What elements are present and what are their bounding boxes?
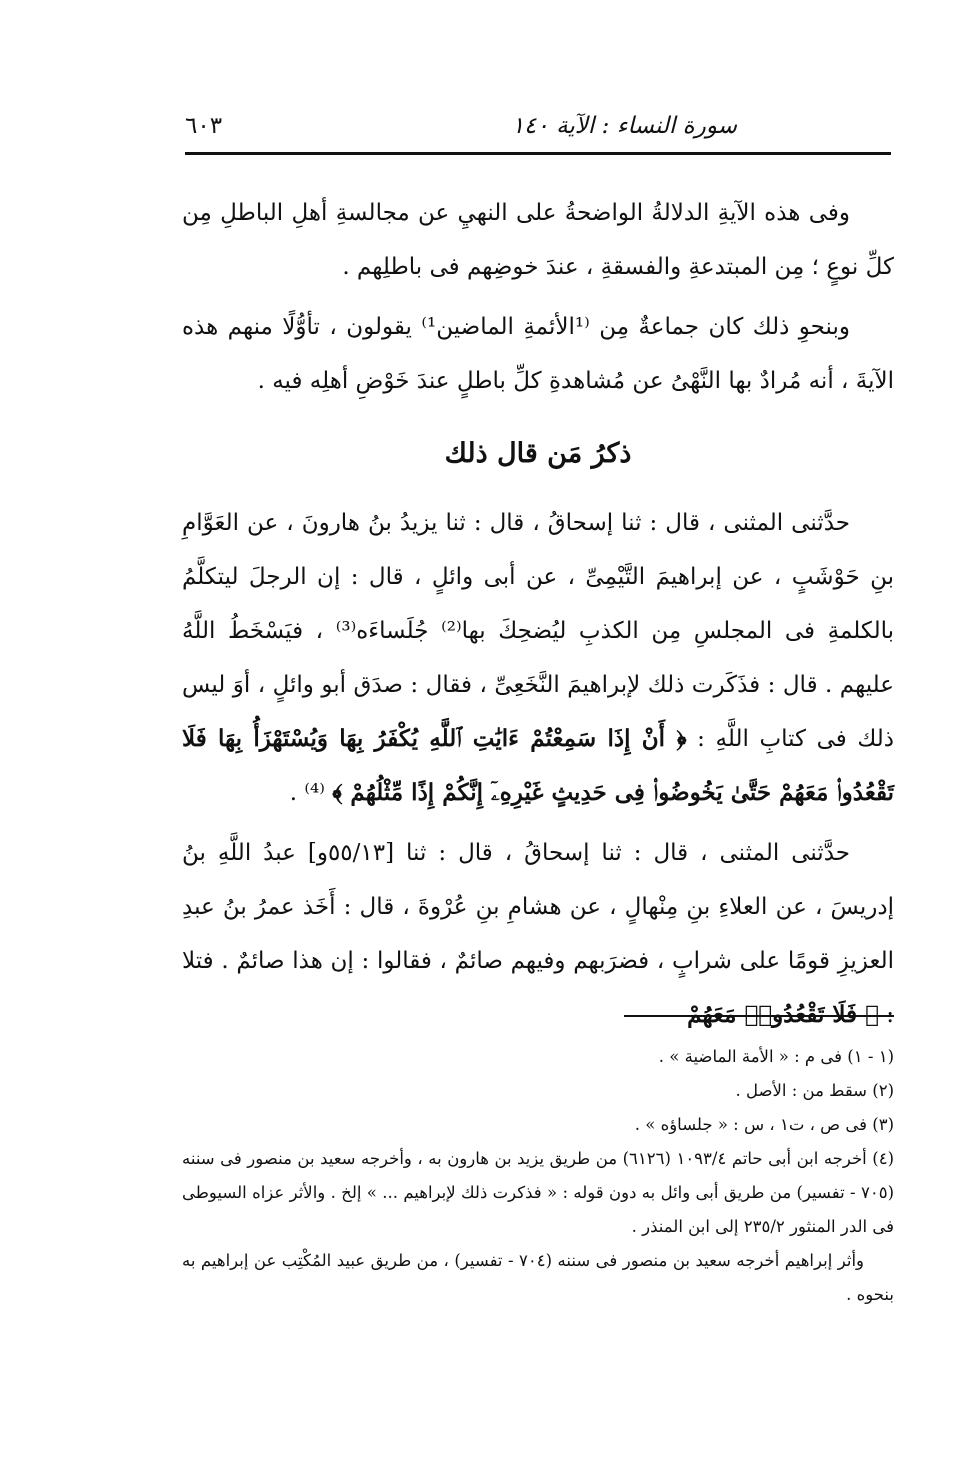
page-header <box>185 106 887 146</box>
paragraph-3 <box>182 496 894 820</box>
running-title: سورة النساء : الآية ١٤٠ <box>511 113 737 139</box>
footnote-1: (١ - ١) فى م : « الأمة الماضية » . <box>658 1047 894 1066</box>
footnote-ref-4: ⁽⁴⁾ . <box>289 780 325 806</box>
header-divider <box>185 152 891 155</box>
quran-verse-2: ﴿ فَلَا تَقْعُدُوا۟ مَعَهُمْ <box>687 1001 879 1028</box>
page-number: ٦٠٣ <box>185 113 223 139</box>
quran-verse: ﴿ أَنْ إِذَا سَمِعْتُمْ ءَايَٰتِ ٱللَّهِ يُكْفَرُ بِهَا وَيُسْتَهْزَأُ بِهَا فَلَا تَقْعُدُوا۟ مَعَهُمْ حَتَّىٰ يَخُوضُوا۟ فِى حَدِيثٍ غَيْرِهِۦٓ إِنَّكُمْ إِذًا مِّثْلُهُمْ ﴾ <box>182 725 894 806</box>
paragraph-2: وبنحوِ ذلك كان جماعةٌ مِن ⁽¹الأئمةِ الماضين¹⁾ يقولون ، تأوُّلًا منهم هذه الآيةَ ، أنه مُرادٌ بها النَّهْىُ عن مُشاهدةِ كلِّ باطلٍ عندَ خَوْضِ أهلِه فيه . <box>182 314 894 394</box>
paragraph-3-text: حدَّثنى المثنى ، قال : ثنا إسحاقُ ، قال : ثنا يزيدُ بنُ هارونَ ، عن العَوَّامِ بنِ حَوْشَبٍ ، عن إبراهيمَ التَّيْمِىِّ ، عن أبى وائلٍ ، قال : إن الرجلَ ليتكلَّمُ بالكلمةِ فى المجلسِ مِن الكذبِ ليُضحِكَ بها⁽²⁾ جُلَساءَه⁽³⁾ ، فيَسْخَطُ اللَّهُ عليهم . قال : فذَكَرت ذلك لإبراهيمَ النَّخَعِىِّ ، فقال : صدَق أبو وائلٍ ، أوَ ليس ذلك فى كتابِ اللَّهِ : <box>182 510 894 752</box>
footnote-2: (٢) سقط من : الأصل . <box>735 1081 894 1100</box>
footnote-3: (٣) فى ص ، ت١ ، س : « جلساؤه » . <box>634 1115 894 1134</box>
main-text <box>182 186 894 1042</box>
paragraph-1: وفى هذه الآيةِ الدلالةُ الواضحةُ على النهيِ عن مجالسةِ أهلِ الباطلِ مِن كلِّ نوعٍ ؛ مِن المبتدعةِ والفسقةِ ، عندَ خوضِهم فى باطلِهم . <box>182 200 894 280</box>
footnote-4: (٤) أخرجه ابن أبى حاتم ١٠٩٣/٤ (٦١٢٦) من طريق يزيد بن هارون به ، وأخرجه سعيد بن منصور فى سننه (٧٠٥ - تفسير) من طريق أبى وائل به دون قوله : « فذكرت ذلك لإبراهيم ... » إلخ . والأثر عزاه السيوطى فى الدر المنثور ٢٣٥/٢ إلى ابن المنذر . <box>182 1149 895 1236</box>
paragraph-4 <box>182 826 894 1042</box>
section-heading: ذكرُ مَن قال ذلك <box>444 438 632 469</box>
footnotes <box>182 1040 894 1312</box>
footnote-4-continued: وأثر إبراهيم أخرجه سعيد بن منصور فى سننه (٧٠٤ - تفسير) ، من طريق عبيد المُكْتِب عن إبراهيم به بنحوه . <box>182 1251 894 1304</box>
paragraph-4-text: حدَّثنى المثنى ، قال : ثنا إسحاقُ ، قال : ثنا [٥٥/١٣و] عبدُ اللَّهِ بنُ إدريسَ ، عن العلاءِ بنِ مِنْهالٍ ، عن هشامِ بنِ عُرْوةَ ، قال : أَخَذ عمرُ بنُ عبدِ العزيزِ قومًا على شرابٍ ، فضرَبهم وفيهم صائمٌ ، فقالوا : إن هذا صائمٌ . فتلا : <box>182 840 894 1028</box>
footnote-divider <box>624 1015 894 1017</box>
